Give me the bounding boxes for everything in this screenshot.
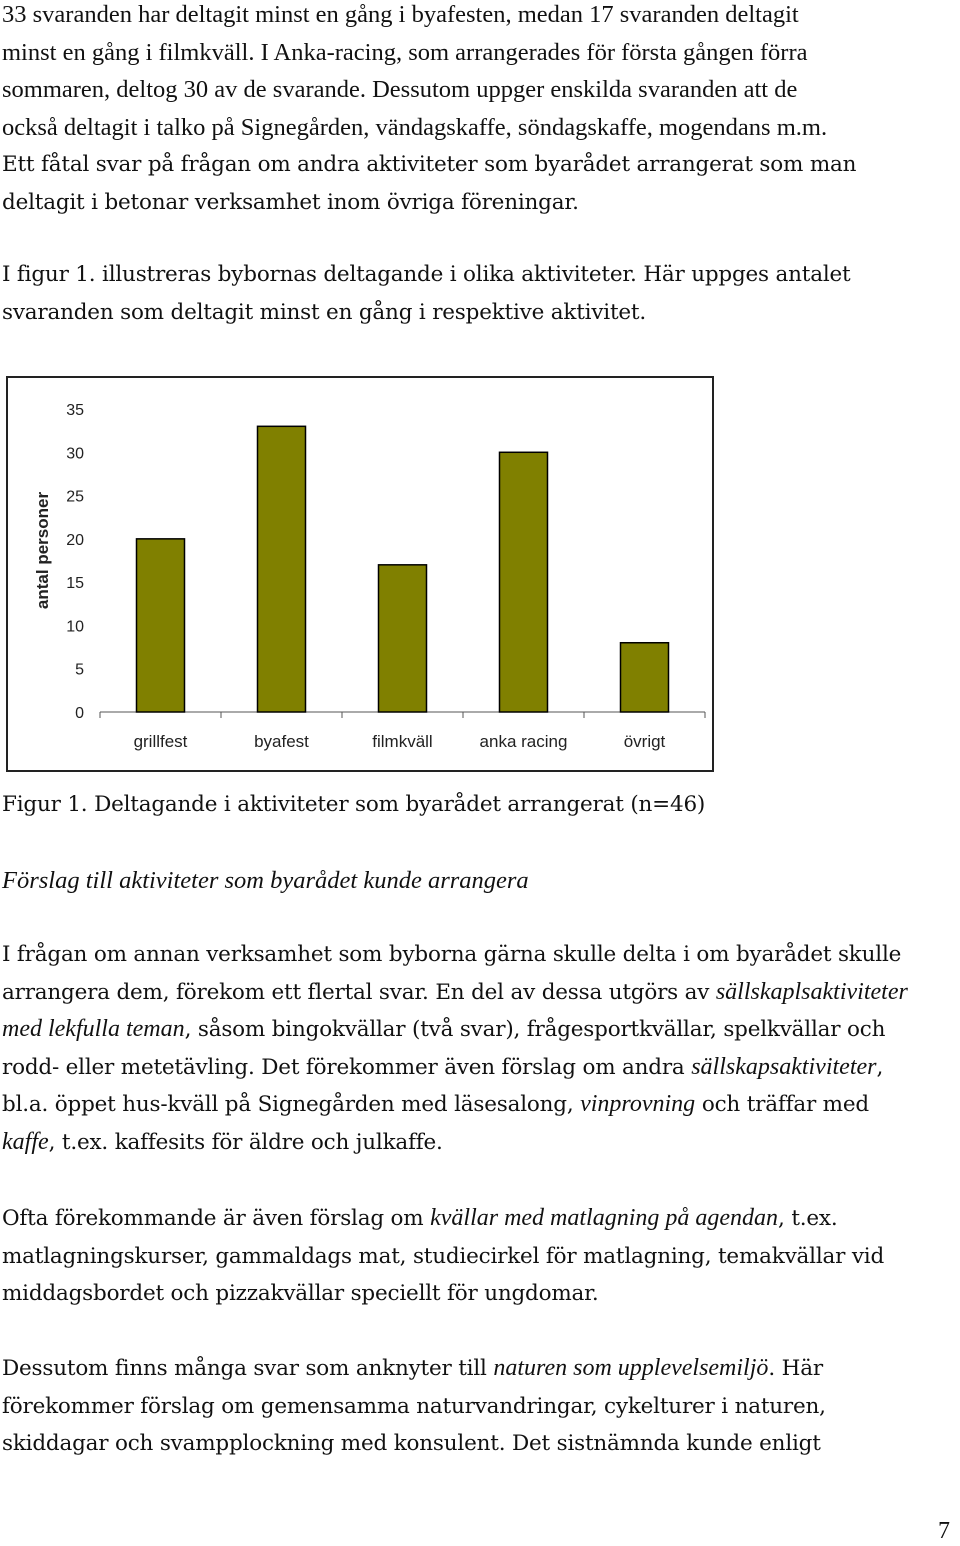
x-category-label: filmkväll bbox=[372, 732, 433, 751]
paragraph-line: skiddagar och svampplockning med konsulent. Det sistnämnda kunde enligt bbox=[2, 1431, 821, 1456]
bar-byafest bbox=[258, 426, 306, 712]
y-tick-label: 5 bbox=[75, 661, 84, 679]
section-heading: Förslag till aktiviteter som byarådet kunde arrangera bbox=[2, 867, 529, 894]
x-category-label: byafest bbox=[254, 732, 309, 751]
paragraph-text: rodd- eller metetävling. Det förekommer även förslag om andra bbox=[2, 1054, 692, 1080]
y-axis-label: antal personer bbox=[33, 491, 52, 610]
figure-caption: Figur 1. Deltagande i aktiviteter som byarådet arrangerat (n=46) bbox=[2, 792, 706, 817]
y-tick-label: 15 bbox=[66, 575, 84, 593]
x-category-label: övrigt bbox=[623, 732, 666, 751]
bar-anka-racing bbox=[500, 452, 548, 712]
intro-line: Ett fåtal svar på frågan om andra aktiviteter som byarådet arrangerat som man bbox=[2, 152, 857, 177]
paragraph-text: . Här bbox=[768, 1356, 823, 1381]
bar-grillfest bbox=[137, 539, 185, 712]
figure-intro-line: svaranden som deltagit minst en gång i respektive aktivitet. bbox=[2, 299, 646, 325]
emphasis-text: kvällar med matlagning på agendan bbox=[430, 1205, 779, 1231]
paragraph-line: förekommer förslag om gemensamma naturvandringar, cykelturer i naturen, bbox=[2, 1393, 826, 1419]
intro-line: också deltagit i talko på Signegården, vändagskaffe, söndagskaffe, mogendans m.m. bbox=[2, 113, 828, 141]
paragraph-line: I frågan om annan verksamhet som byborna gärna skulle delta i om byarådet skulle bbox=[2, 942, 902, 967]
emphasis-text: naturen som upplevelsemiljö bbox=[493, 1355, 769, 1381]
chart-svg bbox=[8, 378, 712, 770]
y-tick-label: 20 bbox=[66, 531, 84, 549]
paragraph-text: , bbox=[876, 1054, 884, 1080]
paragraph-text: Ofta förekommande är även förslag om bbox=[2, 1206, 431, 1231]
page-number: 7 bbox=[938, 1518, 950, 1544]
y-tick-label: 35 bbox=[66, 402, 84, 419]
paragraph-line: middagsbordet och pizzakvällar speciellt för ungdomar. bbox=[2, 1281, 599, 1306]
paragraph-text: , t.ex. bbox=[778, 1206, 838, 1231]
intro-line: 33 svaranden har deltagit minst en gång i byafesten, medan 17 svaranden deltagit bbox=[2, 1, 799, 28]
bar-övrigt bbox=[621, 643, 669, 712]
y-tick-label: 30 bbox=[66, 445, 84, 463]
y-tick-label: 25 bbox=[66, 488, 84, 506]
intro-line: Dessutom uppger enskilda svaranden att de bbox=[372, 76, 798, 103]
paragraph-text: , såsom bingokvällar (två svar), frågesportkvällar, spelkvällar och bbox=[184, 1017, 886, 1042]
paragraph-3 bbox=[2, 1350, 826, 1463]
x-category-label: anka racing bbox=[479, 732, 568, 751]
bar-chart bbox=[6, 376, 714, 772]
emphasis-text: med lekfulla teman bbox=[2, 1016, 185, 1042]
x-category-label: grillfest bbox=[133, 732, 188, 751]
intro-paragraph bbox=[2, 0, 856, 221]
paragraph-2 bbox=[2, 1200, 884, 1313]
paragraph-text: arrangera dem, förekom ett flertal svar. En del av dessa utgörs av bbox=[2, 979, 716, 1005]
y-tick-label: 10 bbox=[66, 618, 84, 636]
emphasis-text: vinprovning bbox=[580, 1091, 696, 1117]
figure-intro bbox=[2, 256, 851, 331]
intro-line: sommaren, deltog 30 av de svarande. bbox=[2, 76, 373, 103]
paragraph-text: och träffar med bbox=[695, 1092, 869, 1117]
paragraph-text: , t.ex. kaffesits för äldre och julkaffe. bbox=[48, 1129, 443, 1155]
paragraph-1 bbox=[2, 936, 908, 1161]
intro-line: minst en gång i filmkväll. I Anka-racing, som arrangerades för första gången förra bbox=[2, 38, 808, 66]
paragraph-text: bl.a. öppet hus-kväll på Signegården med läsesalong, bbox=[2, 1092, 581, 1117]
bar-filmkväll bbox=[379, 565, 427, 712]
emphasis-text: sällskaplsaktiviteter bbox=[715, 978, 908, 1005]
figure-intro-line: I figur 1. illustreras bybornas deltagande i olika aktiviteter. Här uppges antalet bbox=[2, 262, 851, 287]
emphasis-text: sällskapsaktiviteter bbox=[691, 1053, 877, 1080]
paragraph-text: Dessutom finns många svar som anknyter till bbox=[2, 1356, 494, 1381]
emphasis-text: kaffe bbox=[2, 1128, 49, 1155]
paragraph-line: matlagningskurser, gammaldags mat, studiecirkel för matlagning, temakvällar vid bbox=[2, 1243, 885, 1269]
intro-line: deltagit i betonar verksamhet inom övriga föreningar. bbox=[2, 189, 579, 215]
y-tick-label: 0 bbox=[75, 705, 84, 722]
